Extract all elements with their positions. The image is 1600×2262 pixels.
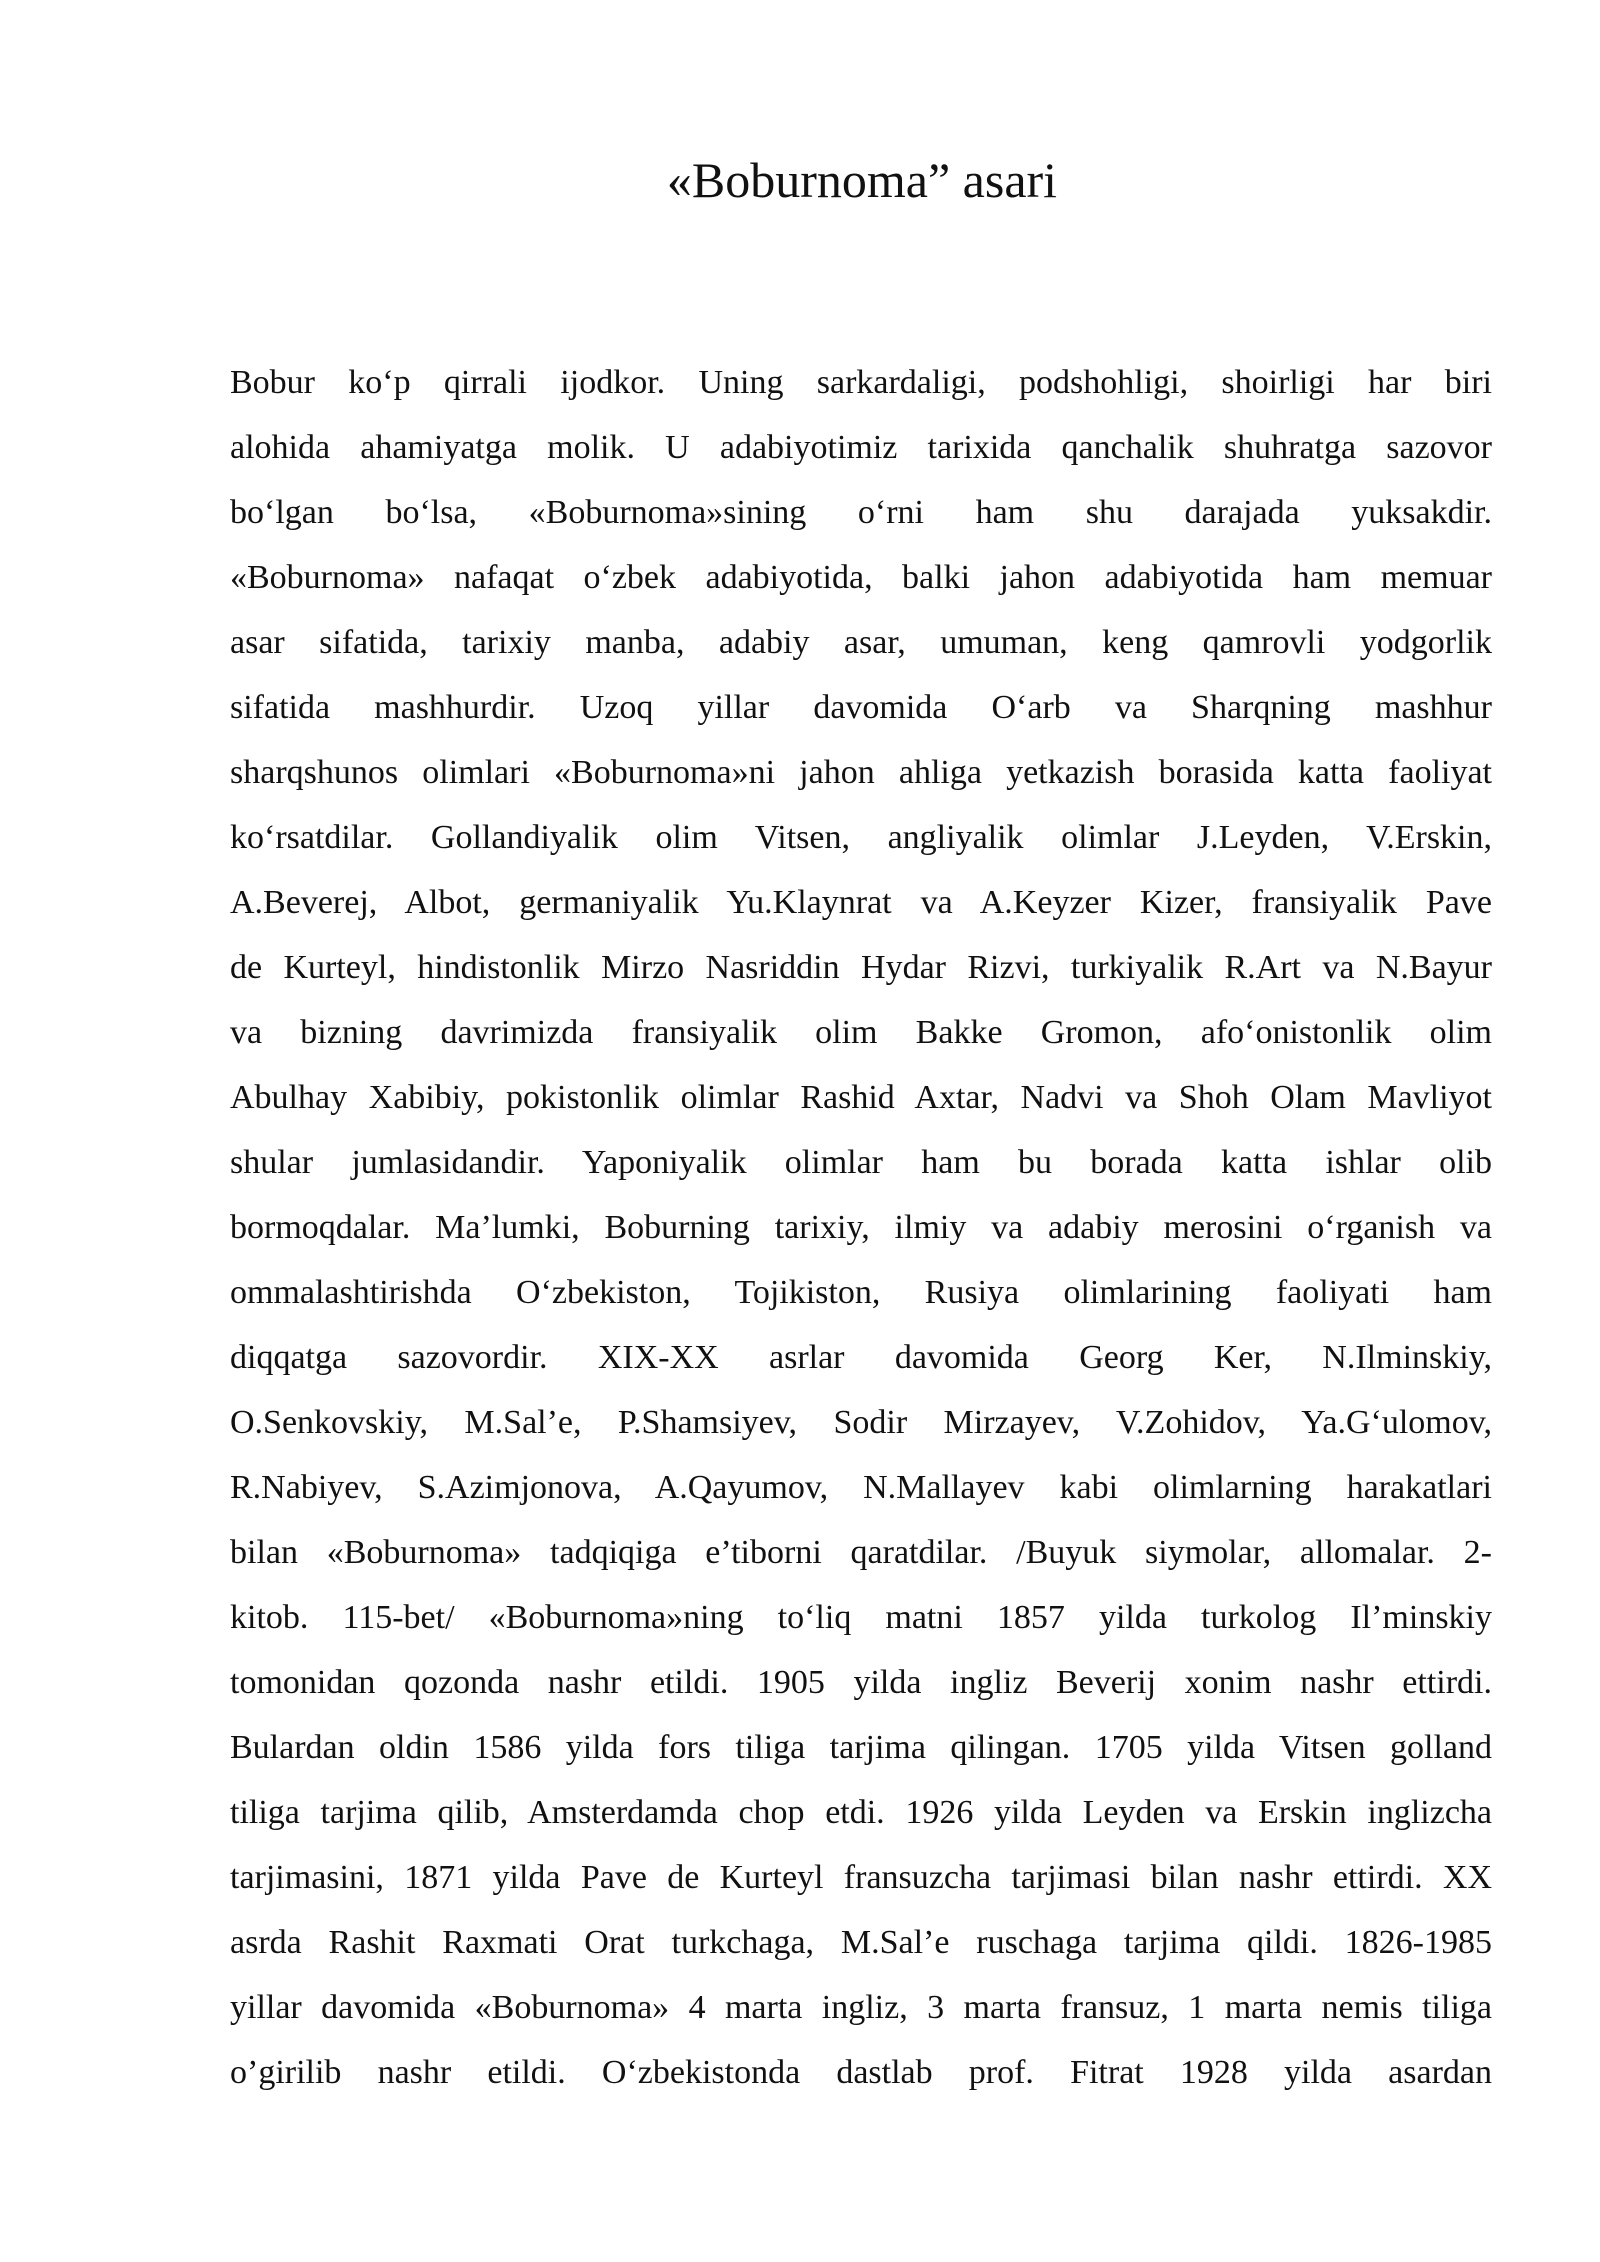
paragraph-line: ommalashtirishda O‘zbekiston, Tojikiston, Rusiya olimlarining faoliyati ham [230,1274,1492,1311]
paragraph-line: tarjimasini, 1871 yilda Pave de Kurteyl fransuzcha tarjimasi bilan nashr ettirdi. XX [230,1859,1492,1896]
paragraph-line: tomonidan qozonda nashr etildi. 1905 yilda ingliz Beverij xonim nashr ettirdi. [230,1664,1492,1701]
paragraph-line: Abulhay Xabibiy, pokistonlik olimlar Rashid Axtar, Nadvi va Shoh Olam Mavliyot [230,1079,1492,1116]
document-title: «Boburnoma” asari [666,152,1058,208]
paragraph-line: bormoqdalar. Ma’lumki, Boburning tarixiy, ilmiy va adabiy merosini o‘rganish va [230,1209,1492,1246]
paragraph-line: diqqatga sazovordir. XIX-XX asrlar davomida Georg Ker, N.Ilminskiy, [230,1339,1492,1376]
paragraph-line: va bizning davrimizda fransiyalik olim Bakke Gromon, afo‘onistonlik olim [230,1014,1492,1051]
paragraph-line: «Boburnoma» nafaqat o‘zbek adabiyotida, balki jahon adabiyotida ham memuar [230,559,1492,596]
paragraph-line: A.Beverej, Albot, germaniyalik Yu.Klaynrat va A.Keyzer Kizer, fransiyalik Pave [230,884,1492,921]
paragraph-line: R.Nabiyev, S.Azimjonova, A.Qayumov, N.Mallayev kabi olimlarning harakatlari [230,1469,1492,1506]
paragraph-line: asar sifatida, tarixiy manba, adabiy asar, umuman, keng qamrovli yodgorlik [230,624,1492,661]
paragraph-line: Bulardan oldin 1586 yilda fors tiliga tarjima qilingan. 1705 yilda Vitsen golland [230,1729,1492,1766]
paragraph-line: bilan «Boburnoma» tadqiqiga e’tiborni qaratdilar. /Buyuk siymolar, allomalar. 2- [230,1534,1492,1571]
paragraph-line: de Kurteyl, hindistonlik Mirzo Nasriddin Hydar Rizvi, turkiyalik R.Art va N.Bayur [230,949,1492,986]
paragraph-line: bo‘lgan bo‘lsa, «Boburnoma»sining o‘rni ham shu darajada yuksakdir. [230,494,1492,531]
paragraph-line: kitob. 115-bet/ «Boburnoma»ning to‘liq matni 1857 yilda turkolog Il’minskiy [230,1599,1492,1636]
paragraph-line: yillar davomida «Boburnoma» 4 marta ingliz, 3 marta fransuz, 1 marta nemis tiliga [230,1989,1492,2026]
paragraph-line: ko‘rsatdilar. Gollandiyalik olim Vitsen, angliyalik olimlar J.Leyden, V.Erskin, [230,819,1492,856]
paragraph-line: alohida ahamiyatga molik. U adabiyotimiz tarixida qanchalik shuhratga sazovor [230,429,1492,466]
paragraph-line: sifatida mashhurdir. Uzoq yillar davomida O‘arb va Sharqning mashhur [230,689,1492,726]
paragraph-line: asrda Rashit Raxmati Orat turkchaga, M.Sal’e ruschaga tarjima qildi. 1826-1985 [230,1924,1492,1961]
paragraph-line: O.Senkovskiy, M.Sal’e, P.Shamsiyev, Sodir Mirzayev, V.Zohidov, Ya.G‘ulomov, [230,1404,1492,1441]
document-body [230,356,1492,2111]
paragraph-line: shular jumlasidandir. Yaponiyalik olimlar ham bu borada katta ishlar olib [230,1144,1492,1181]
paragraph-line: o’girilib nashr etildi. O‘zbekistonda dastlab prof. Fitrat 1928 yilda asardan [230,2054,1492,2091]
paragraph-line: Bobur ko‘p qirrali ijodkor. Uning sarkardaligi, podshohligi, shoirligi har biri [230,364,1492,401]
paragraph-line: sharqshunos olimlari «Boburnoma»ni jahon ahliga yetkazish borasida katta faoliyat [230,754,1492,791]
paragraph-line: tiliga tarjima qilib, Amsterdamda chop etdi. 1926 yilda Leyden va Erskin inglizcha [230,1794,1492,1831]
